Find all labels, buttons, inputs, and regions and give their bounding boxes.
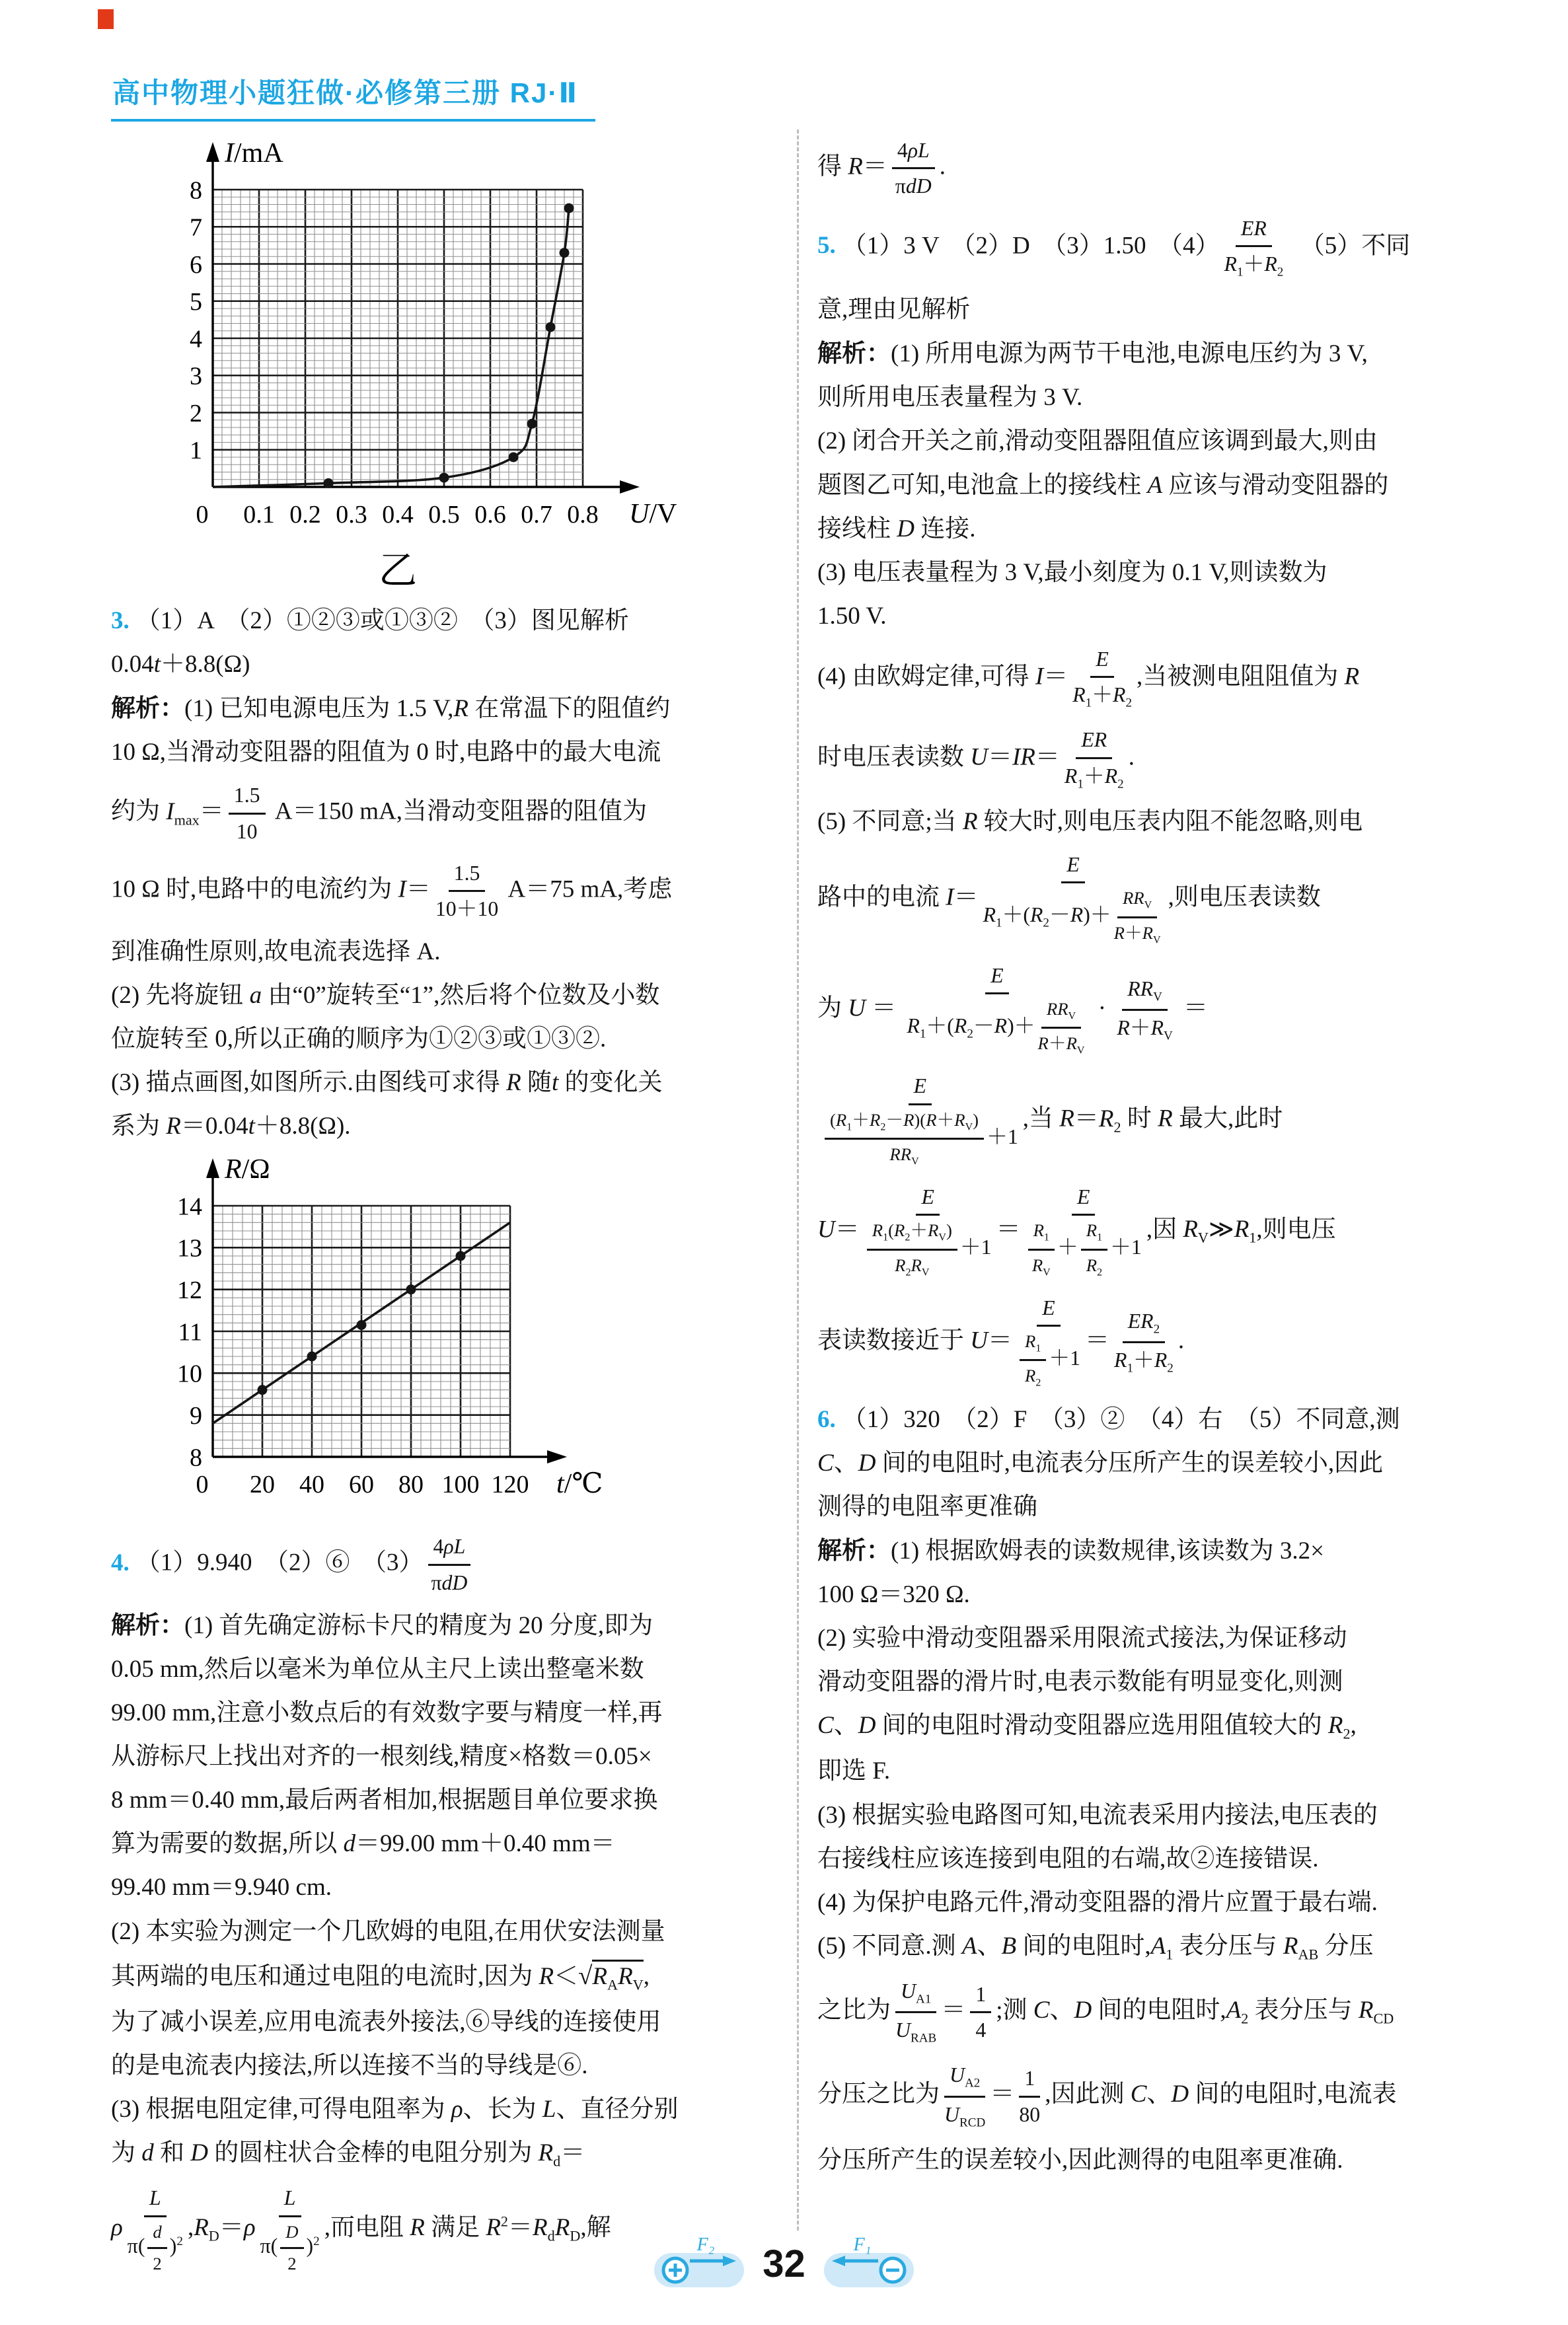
svg-text:1: 1 — [190, 437, 202, 465]
text-line: 99.00 mm,注意小数点后的有效数字要与精度一样,再 — [111, 1699, 663, 1727]
svg-text:F₂: F₂ — [696, 2234, 715, 2255]
svg-text:0.2: 0.2 — [289, 501, 321, 529]
problem-4-solution — [111, 1532, 782, 2276]
text-line: (2) 实验中滑动变阻器采用限流式接法,为保证移动 — [817, 1624, 1347, 1652]
text-line: C、D 间的电阻时滑动变阻器应选用阻值较大的 $R_2$, — [817, 1712, 1357, 1742]
text-line: 从游标尺上找出对齐的一根刻线,精度×格数＝0.05× — [111, 1743, 652, 1771]
svg-text:12: 12 — [177, 1276, 202, 1305]
svg-text:t/℃: t/℃ — [556, 1469, 603, 1500]
svg-text:3: 3 — [190, 362, 202, 390]
svg-text:0: 0 — [196, 501, 209, 529]
svg-text:100: 100 — [441, 1471, 480, 1499]
svg-text:5: 5 — [190, 288, 202, 316]
page-footer — [0, 2234, 1568, 2293]
svg-text:0.6: 0.6 — [474, 501, 506, 529]
text-line: (3) 根据实验电路图可知,电流表采用内接法,电压表的 — [817, 1801, 1378, 1829]
text-line: 题图乙可知,电池盒上的接线柱 A 应该与滑动变阻器的 — [817, 471, 1389, 499]
svg-text:8: 8 — [190, 1444, 202, 1472]
text-line: C、D 间的电阻时,电流表分压所产生的误差较小,因此 — [817, 1449, 1384, 1477]
svg-text:U/V: U/V — [629, 499, 677, 529]
svg-text:8: 8 — [190, 176, 202, 205]
text-line: 算为需要的数据,所以 d＝99.00 mm＋0.40 mm＝ — [111, 1830, 615, 1858]
problem-4-carryover — [817, 135, 1486, 202]
problem-6-solution — [817, 1404, 1486, 2176]
text-line: 99.40 mm＝9.940 cm. — [111, 1874, 332, 1901]
text-line: 接线柱 D 连接. — [817, 515, 976, 542]
text-line: 0.04t＋8.8(Ω) — [111, 651, 250, 679]
text-line: (2) 先将旋钮 a 由“0”旋转至“1”,然后将个位数及小数 — [111, 981, 660, 1009]
text-line: (5) 不同意.测 A、B 间的电阻时$,A_1$ 表分压与 $R_{AB}$ 分压 — [817, 1932, 1374, 1963]
text-line: E $\frac{(R_1+R_2-R)(R+R_V)}{RR_V}$ ＋1 ,当 $R=R_2$ 时 R 最大,此时 — [817, 1071, 1486, 1170]
text-line: 之比为 $\frac{U_{A1}}{U_{RAB}}$ ＝ $\frac{1}{4}$ ;测 C、D 间的电阻时$,A_2$ 表分压与 $R_{CD}$ — [817, 1976, 1486, 2048]
text-line: 位旋转至 0,所以正确的顺序为①②③或①③②. — [111, 1025, 607, 1052]
text-line: (5) 不同意;当 R 较大时,则电压表内阻不能忽略,则电 — [817, 807, 1363, 835]
column-divider — [797, 129, 799, 2231]
svg-text:6: 6 — [190, 250, 202, 279]
text-line: 为 d 和 D 的圆柱状合金棒的电阻分别为 $R_d=$ — [111, 2139, 585, 2170]
text-line: 约为 $I_{max}=$ $\frac{1.5}{10}$ A＝150 mA,当滑动变阻器的阻值为 — [111, 780, 782, 846]
svg-text:7: 7 — [190, 213, 202, 242]
text-line: 10 Ω 时,电路中的电流约为 I＝ $\frac{1.5}{10+10}$ A＝75 mA,考虑 — [111, 858, 782, 924]
text-line: 解析：(1) 根据欧姆表的读数规律,该读数为 3.2× — [817, 1536, 1325, 1565]
corner-print-mark — [98, 9, 114, 29]
svg-text:120: 120 — [491, 1471, 529, 1499]
text-line: 测得的电阻率更准确 — [817, 1493, 1037, 1520]
text-line: (3) 描点画图,如图所示.由图线可求得 R 随t 的变化关 — [111, 1069, 663, 1097]
problem-5-solution — [817, 213, 1486, 1392]
text-line: 6. （1）320 （2）F （3）② （4）右 （5）不同意,测 — [817, 1405, 1400, 1433]
text-line: 8 mm＝0.40 mm,最后两者相加,根据题目单位要求换 — [111, 1787, 658, 1814]
svg-text:40: 40 — [299, 1471, 324, 1499]
svg-text:2: 2 — [190, 399, 202, 427]
positive-charge-icon — [653, 2234, 745, 2293]
svg-text:0.8: 0.8 — [567, 501, 599, 529]
text-line: ρ L π( $\frac{d}{2}$ )$^2$ $,R_D=\rho$ L π( $\frac{D}{2}$ )$^2$ ,而电阻 R 满足 $R^2=R_dR_D$,解 — [111, 2183, 782, 2276]
text-line: 为了减小误差,应用电流表外接法,⑥导线的连接使用 — [111, 2008, 661, 2036]
svg-text:乙: 乙 — [378, 549, 418, 592]
text-line: 解析：(1) 已知电源电压为 1.5 V,R 在常温下的阻值约 — [111, 694, 671, 723]
svg-text:10: 10 — [177, 1360, 202, 1388]
text-line: U＝ E $\frac{R_1(R_2+R_V)}{R_2R_V}$ ＋1 ＝ E $\frac{R_1}{R_V}$ ＋ $\frac{R_1}{R_2}$ ＋1 ,因 $R_V≫R_1$,则电压 — [817, 1182, 1486, 1281]
svg-text:13: 13 — [177, 1234, 202, 1263]
svg-text:9: 9 — [190, 1402, 202, 1430]
text-line: (4) 为保护电路元件,滑动变阻器的滑片应置于最右端. — [817, 1888, 1378, 1916]
text-line: 5. （1）3 V （2）D （3）1.50 （4） $\frac{ER}{R_1+R_2}$ （5）不同 — [817, 213, 1486, 283]
page-number: 32 — [763, 2242, 805, 2285]
resistance-temperature-chart — [153, 1154, 782, 1522]
negative-charge-icon — [823, 2234, 915, 2293]
text-line: 表读数接近于 U＝ E $\frac{R_1}{R_2}$ ＋1 ＝ $\frac{ER_2}{R_1+R_2}$ . — [817, 1293, 1486, 1392]
text-line: (3) 根据电阻定律,可得电阻率为 ρ、长为 L、直径分别 — [111, 2096, 679, 2123]
text-line: 解析：(1) 首先确定游标卡尺的精度为 20 分度,即为 — [111, 1611, 653, 1639]
svg-text:I/mA: I/mA — [225, 138, 283, 168]
svg-text:0.7: 0.7 — [521, 501, 552, 529]
svg-text:80: 80 — [398, 1471, 424, 1499]
text-line: (2) 本实验为测定一个几欧姆的电阻,在用伏安法测量 — [111, 1917, 665, 1945]
text-line: 则所用电压表量程为 3 V. — [817, 384, 1083, 412]
svg-text:F₁: F₁ — [853, 2234, 872, 2255]
text-line: (3) 电压表量程为 3 V,最小刻度为 0.1 V,则读数为 — [817, 558, 1327, 586]
text-line: 4. （1）9.940 （2）⑥ （3） $\frac{4\rho L}{\text{πdD}}$ — [111, 1532, 782, 1598]
right-column — [817, 135, 1486, 2288]
svg-text:0.5: 0.5 — [428, 501, 460, 529]
svg-text:4: 4 — [190, 325, 202, 353]
page-title: 高中物理小题狂做·必修第三册 RJ·Ⅱ — [111, 71, 595, 122]
svg-text:60: 60 — [349, 1471, 374, 1499]
text-line: 解析：(1) 所用电源为两节干电池,电源电压约为 3 V, — [817, 340, 1368, 368]
left-column — [111, 135, 782, 2288]
text-line: 1.50 V. — [817, 602, 887, 630]
text-line: 得 R＝ $\frac{4\rho L}{\text{πdD}}$ . — [817, 135, 1486, 202]
svg-text:0.3: 0.3 — [336, 501, 367, 529]
text-line: 时电压表读数 U＝IR＝ $\frac{ER}{R_1+R_2}$ . — [817, 725, 1486, 794]
text-line: 分压所产生的误差较小,因此测得的电阻率更准确. — [817, 2146, 1343, 2174]
text-line: (2) 闭合开关之前,滑动变阻器阻值应该调到最大,则由 — [817, 427, 1378, 455]
text-line: 分压之比为 $\frac{U_{A2}}{U_{RCD}}$ ＝ $\frac{1}{80}$ ,因此测 C、D 间的电阻时,电流表 — [817, 2060, 1486, 2132]
text-line: 到准确性原则,故电流表选择 A. — [111, 938, 441, 965]
text-line: 滑动变阻器的滑片时,电表示数能有明显变化,则测 — [817, 1668, 1343, 1696]
svg-text:11: 11 — [178, 1318, 202, 1347]
text-line: 系为 R＝0.04t＋8.8(Ω). — [111, 1113, 351, 1140]
svg-text:14: 14 — [177, 1193, 202, 1221]
text-line: 即选 F. — [817, 1757, 891, 1785]
problem-3-solution — [111, 605, 782, 1142]
iv-characteristic-chart — [153, 138, 782, 596]
svg-text:0: 0 — [196, 1471, 209, 1499]
text-line: 为 U ＝ E $R_1+(R_2-R)+$ $\frac{RR_V}{R+R_V}$ · $\frac{RR_V}{R+R_V}$ ＝ — [817, 961, 1486, 1060]
text-line: 10 Ω,当滑动变阻器的阻值为 0 时,电路中的最大电流 — [111, 739, 661, 766]
svg-text:20: 20 — [250, 1471, 275, 1499]
svg-text:0.4: 0.4 — [382, 501, 414, 529]
text-line: 0.05 mm,然后以毫米为单位从主尺上读出整毫米数 — [111, 1656, 644, 1683]
text-line: 的是电流表内接法,所以连接不当的导线是⑥. — [111, 2052, 588, 2079]
svg-text:0.1: 0.1 — [243, 501, 275, 529]
page-header — [111, 71, 595, 122]
text-line: 意,理由见解析 — [817, 296, 971, 324]
text-line: 其两端的电压和通过电阻的电流时,因为 $R<√R_AR_V$, — [111, 1960, 782, 1995]
text-line: 路中的电流 I＝ E $R_1+(R_2-R)+$ $\frac{RR_V}{R+R_V}$ ,则电压表读数 — [817, 850, 1486, 949]
text-line: 100 Ω＝320 Ω. — [817, 1580, 970, 1608]
text-line: 3. （1）A （2）①②③或①③② （3）图见解析 — [111, 607, 629, 634]
text-line: 右接线柱应该连接到电阻的右端,故②连接错误. — [817, 1845, 1319, 1872]
text-line: (4) 由欧姆定律,可得 I＝ $\frac{E}{R_1+R_2}$ ,当被测电阻阻值为 R — [817, 644, 1486, 714]
svg-text:R/Ω: R/Ω — [225, 1154, 270, 1185]
